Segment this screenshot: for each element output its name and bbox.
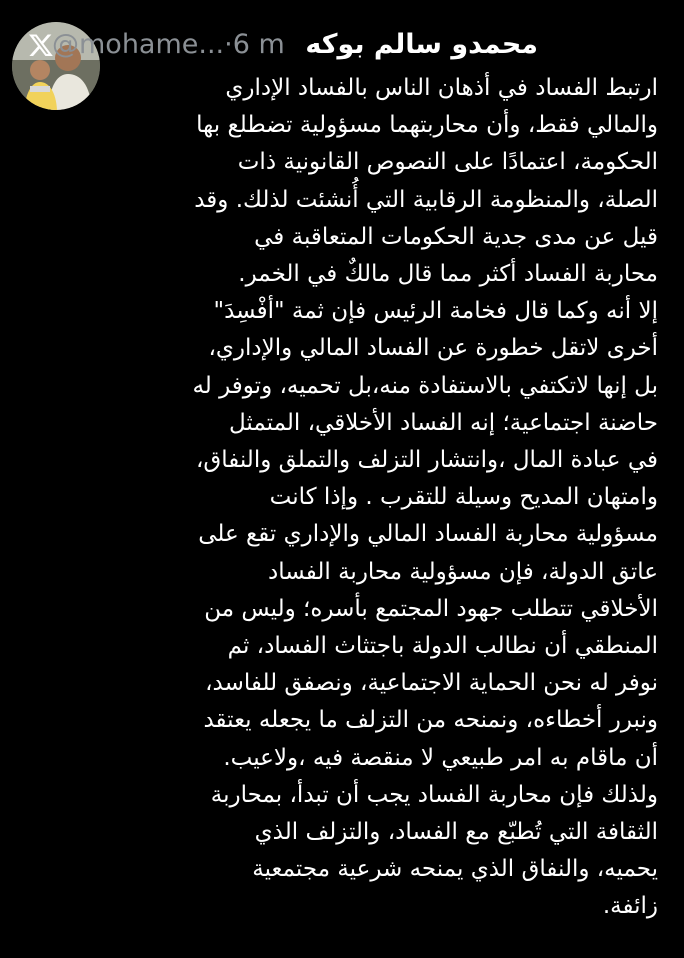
time-separator: ·	[224, 29, 233, 60]
timestamp[interactable]: 6 m	[232, 29, 285, 60]
author-handle[interactable]: @mohame...	[52, 29, 225, 60]
tweet-body: ارتبط الفساد في أذهان الناس بالفساد الإداري والمالي فقط، وأن محاربتهما مسؤولية تضطلع بها الحكومة، اعتمادًا على النصوص القانونية ذات الصلة، والمنظومة الرقابية التي أُنشئت لذلك. وقد قيل عن مدى جدية الحكومات المتعاقبة في محاربة الفساد أكثر مما قال مالكٌ في الخمر. إلا أنه وكما قال فخامة الرئيس فإن ثمة "أفْسِدَ" أخرى لاتقل خطورة عن الفساد المالي والإداري، بل إنها لاتكتفي بالاستفادة منه،بل تحميه، وتوفر له حاضنة اجتماعية؛ إنه الفساد الأخلاقي، المتمثل في عبادة المال ،وانتشار التزلف والتملق والنفاق، وامتهان المديح وسيلة للتقرب . وإذا كانت مسؤولية محاربة الفساد المالي والإداري تقع على عاتق الدولة، فإن مسؤولية محاربة الفساد الأخلاقي تتطلب جهود المجتمع بأسره؛ وليس من المنطقي أن نطالب الدولة باجتثاث الفساد، ثم نوفر له نحن الحماية الاجتماعية، ونصفق للفاسد، ونبرر أخطاءه، ونمنحه من التزلف ما يجعله يعتقد أن ماقام به امر طبيعي لا منقصة فيه ،ولاعيب. ولذلك فإن محاربة الفساد يجب أن تبدأ، بمحاربة الثقافة التي تُطبّع مع الفساد، والتزلف الذي يحميه، والنفاق الذي يمنحه شرعية مجتمعية زائفة.	[192, 75, 658, 920]
author-line	[52, 28, 538, 62]
author-display-name[interactable]: محمدو سالم بوكه	[305, 29, 538, 60]
tweet-header	[0, 28, 684, 64]
x-logo-icon[interactable]	[28, 32, 54, 58]
